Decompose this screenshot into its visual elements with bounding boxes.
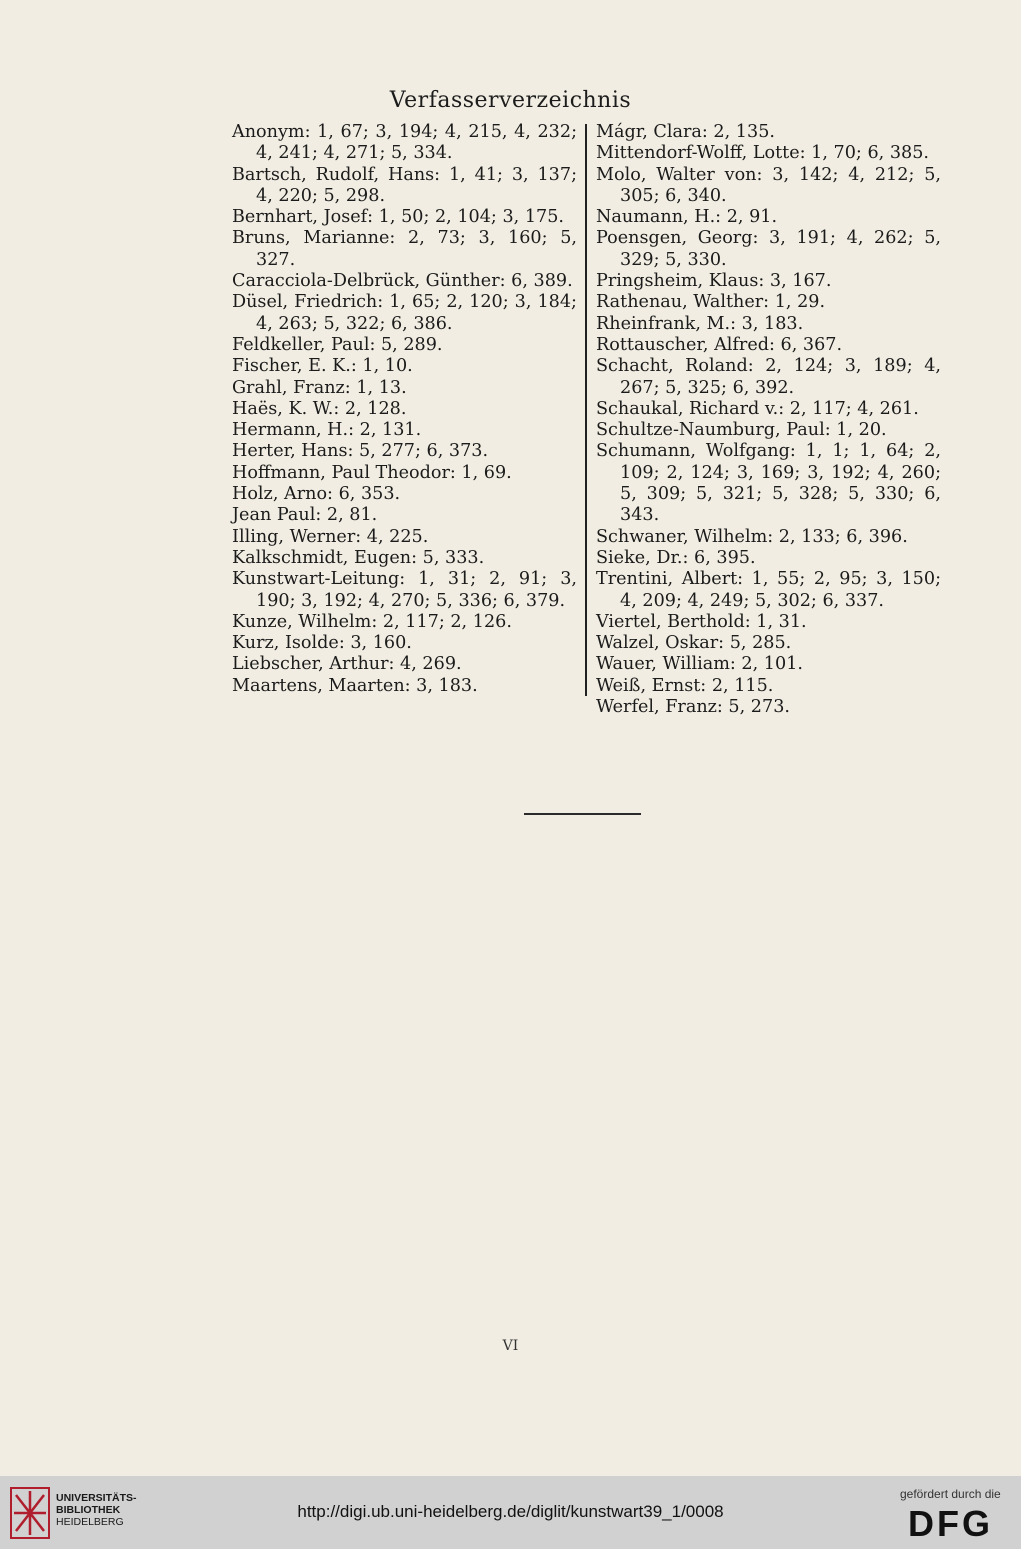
index-entry: Trentini, Albert: 1, 55; 2, 95; 3, 150; 4, 209; 4, 249; 5, 302; 6, 337. [596,569,941,611]
index-entry: Wauer, William: 2, 101. [596,654,803,675]
index-entry: Pringsheim, Klaus: 3, 167. [596,271,832,292]
index-entry: Schaukal, Richard v.: 2, 117; 4, 261. [596,398,919,419]
index-entry: Schacht, Roland: 2, 124; 3, 189; 4, 267; 5, 325; 6, 392. [596,356,941,398]
index-entry: Schwaner, Wilhelm: 2, 133; 6, 396. [596,526,908,547]
index-entry: Düsel, Friedrich: 1, 65; 2, 120; 3, 184; 4, 263; 5, 322; 6, 386. [232,292,577,334]
index-entry: Fischer, E. K.: 1, 10. [232,356,413,377]
page-title: Verfasserverzeichnis [389,88,632,113]
dfg-logo: DFG [908,1503,993,1544]
index-entry: Bartsch, Rudolf, Hans: 1, 41; 3, 137; 4, 220; 5, 298. [232,164,577,206]
index-entry: Caracciola-Delbrück, Günther: 6, 389. [232,271,573,292]
index-column-left [232,122,577,697]
index-entry: Poensgen, Georg: 3, 191; 4, 262; 5, 329; 5, 330. [596,228,941,270]
index-entry: Feldkeller, Paul: 5, 289. [232,334,443,355]
index-entry: Haës, K. W.: 2, 128. [232,398,407,419]
index-entry: Viertel, Berthold: 1, 31. [596,611,807,632]
university-library-name: UNIVERSITÄTS- BIBLIOTHEK HEIDELBERG [56,1492,137,1528]
index-entry: Anonym: 1, 67; 3, 194; 4, 215, 4, 232; 4, 241; 4, 271; 5, 334. [232,122,577,164]
index-entry: Molo, Walter von: 3, 142; 4, 212; 5, 305; 6, 340. [596,164,941,206]
index-entry: Mittendorf-Wolff, Lotte: 1, 70; 6, 385. [596,143,930,164]
index-entry: Kunze, Wilhelm: 2, 117; 2, 126. [232,611,512,632]
index-entry: Rheinfrank, M.: 3, 183. [596,313,804,334]
index-entry: Rathenau, Walther: 1, 29. [596,292,826,313]
index-entry: Hoffmann, Paul Theodor: 1, 69. [232,462,512,483]
index-entry: Rottauscher, Alfred: 6, 367. [596,334,843,355]
permalink-url[interactable]: http://digi.ub.uni-heidelberg.de/diglit/kunstwart39_1/0008 [297,1502,724,1521]
index-entry: Werfel, Franz: 5, 273. [596,697,790,718]
closing-rule [524,813,641,815]
index-entry: Bruns, Marianne: 2, 73; 3, 160; 5, 327. [232,228,577,270]
index-entry: Weiß, Ernst: 2, 115. [596,675,774,696]
funding-caption: gefördert durch die [900,1487,1001,1501]
index-entry: Bernhart, Josef: 1, 50; 2, 104; 3, 175. [232,207,565,228]
index-column-right [596,122,941,718]
column-divider [585,124,587,696]
index-entry: Walzel, Oskar: 5, 285. [596,633,792,654]
index-entry: Kalkschmidt, Eugen: 5, 333. [232,547,485,568]
index-entry: Hermann, H.: 2, 131. [232,420,422,441]
index-entry: Herter, Hans: 5, 277; 6, 373. [232,441,489,462]
index-entry: Illing, Werner: 4, 225. [232,526,429,547]
index-entry: Sieke, Dr.: 6, 395. [596,547,756,568]
index-entry: Grahl, Franz: 1, 13. [232,377,407,398]
index-entry: Holz, Arno: 6, 353. [232,484,401,505]
index-entry: Liebscher, Arthur: 4, 269. [232,654,462,675]
index-entry: Naumann, H.: 2, 91. [596,207,778,228]
index-entry: Jean Paul: 2, 81. [232,505,378,526]
index-entry: Mágr, Clara: 2, 135. [596,122,775,142]
viewer-footer [0,1476,1021,1549]
index-entry: Schultze-Naumburg, Paul: 1, 20. [596,420,887,441]
index-entry: Kunstwart-Leitung: 1, 31; 2, 91; 3, 190; 3, 192; 4, 270; 5, 336; 6, 379. [232,569,577,611]
page-number: VI [502,1338,519,1354]
index-entry: Maartens, Maarten: 3, 183. [232,675,478,696]
index-entry: Schumann, Wolfgang: 1, 1; 1, 64; 2, 109; 2, 124; 3, 169; 3, 192; 4, 260; 5, 309; 5, 321; 5, 328; 5, 330; 6, 343. [596,441,941,526]
index-entry: Kurz, Isolde: 3, 160. [232,633,412,654]
